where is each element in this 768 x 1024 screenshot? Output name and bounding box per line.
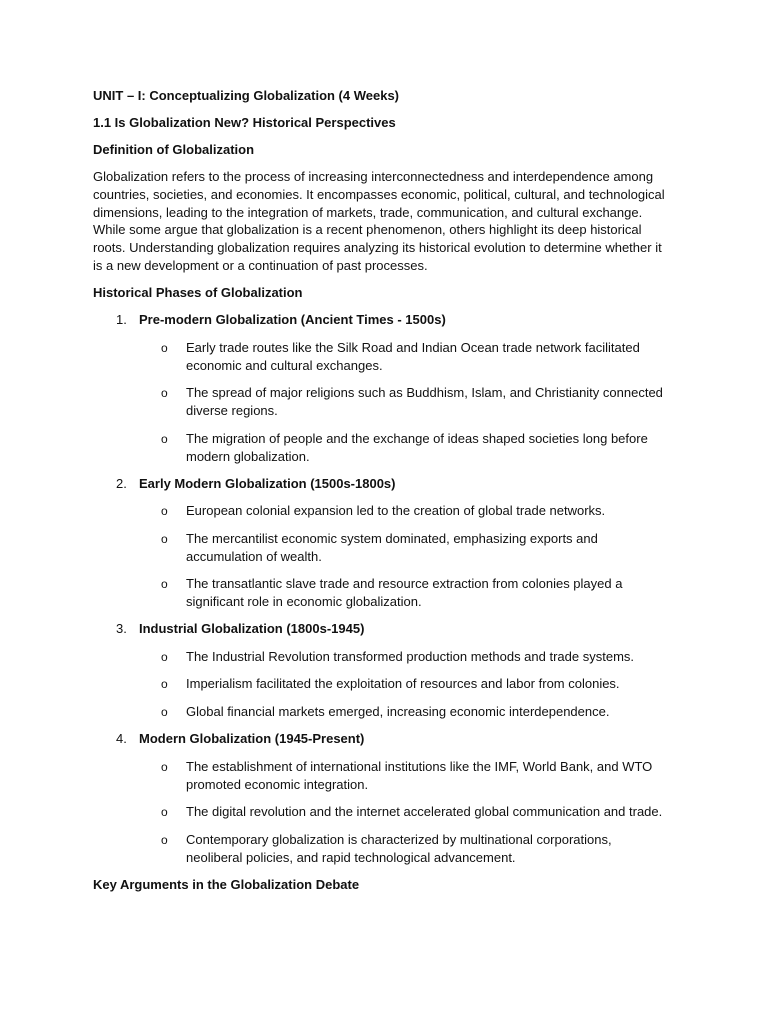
bullet-item bbox=[186, 575, 622, 611]
phase-title: Pre-modern Globalization (Ancient Times - 1500s) bbox=[139, 312, 446, 327]
bullet-marker: o bbox=[161, 833, 168, 847]
bullet-line: The migration of people and the exchange of ideas shaped societies long before bbox=[186, 431, 648, 446]
bullet-item bbox=[186, 703, 609, 721]
paragraph-line: is a new development or a continuation of past processes. bbox=[93, 257, 428, 273]
phase-number: 1. bbox=[116, 312, 127, 327]
bullet-line: Early trade routes like the Silk Road and Indian Ocean trade network facilitated bbox=[186, 340, 640, 355]
bullet-line: neoliberal policies, and rapid technological advancement. bbox=[186, 849, 516, 865]
definition-paragraph bbox=[93, 168, 693, 275]
bullet-line: The digital revolution and the internet accelerated global communication and trade. bbox=[186, 804, 663, 819]
debate-heading: Key Arguments in the Globalization Debate bbox=[93, 877, 360, 892]
paragraph-line: While some argue that globalization is a recent phenomenon, others highlight its deep historical bbox=[93, 222, 642, 238]
paragraph-line: Globalization refers to the process of increasing interconnectedness and interdependence among bbox=[93, 169, 654, 184]
bullet-item bbox=[186, 648, 634, 666]
bullet-marker: o bbox=[161, 760, 168, 774]
bullet-line: The transatlantic slave trade and resource extraction from colonies played a bbox=[186, 576, 623, 591]
phase-number: 2. bbox=[116, 476, 127, 491]
bullet-item bbox=[186, 758, 652, 794]
bullet-line: Global financial markets emerged, increasing economic interdependence. bbox=[186, 704, 610, 719]
phase-title: Early Modern Globalization (1500s-1800s) bbox=[139, 476, 396, 491]
section-title: 1.1 Is Globalization New? Historical Perspectives bbox=[93, 115, 396, 130]
phases-heading: Historical Phases of Globalization bbox=[93, 285, 303, 300]
bullet-marker: o bbox=[161, 677, 168, 691]
bullet-line: European colonial expansion led to the creation of global trade networks. bbox=[186, 503, 606, 518]
bullet-marker: o bbox=[161, 386, 168, 400]
bullet-marker: o bbox=[161, 341, 168, 355]
bullet-item bbox=[186, 339, 640, 375]
phase-title: Industrial Globalization (1800s-1945) bbox=[139, 621, 365, 636]
bullet-line: The Industrial Revolution transformed production methods and trade systems. bbox=[186, 649, 635, 664]
bullet-item bbox=[186, 530, 598, 566]
definition-heading: Definition of Globalization bbox=[93, 142, 255, 157]
unit-title: UNIT – I: Conceptualizing Globalization (4 Weeks) bbox=[93, 88, 400, 103]
bullet-line: Contemporary globalization is characterized by multinational corporations, bbox=[186, 832, 612, 847]
bullet-line: The spread of major religions such as Buddhism, Islam, and Christianity connected bbox=[186, 385, 663, 400]
bullet-item bbox=[186, 803, 662, 821]
bullet-item bbox=[186, 384, 663, 420]
bullet-line: diverse regions. bbox=[186, 402, 278, 418]
bullet-marker: o bbox=[161, 805, 168, 819]
bullet-item bbox=[186, 831, 612, 867]
phase-number: 3. bbox=[116, 621, 127, 636]
bullet-item bbox=[186, 502, 605, 520]
paragraph-line: dimensions, leading to the integration of markets, trade, communication, and cultural exchange. bbox=[93, 204, 643, 220]
bullet-line: The establishment of international institutions like the IMF, World Bank, and WTO bbox=[186, 759, 653, 774]
bullet-marker: o bbox=[161, 432, 168, 446]
bullet-line: The mercantilist economic system dominated, emphasizing exports and bbox=[186, 531, 598, 546]
bullet-marker: o bbox=[161, 504, 168, 518]
phase-number: 4. bbox=[116, 731, 127, 746]
paragraph-line: roots. Understanding globalization requires analyzing its historical evolution to determine whether it bbox=[93, 240, 662, 256]
bullet-item bbox=[186, 675, 620, 693]
bullet-marker: o bbox=[161, 577, 168, 591]
bullet-item bbox=[186, 430, 648, 466]
bullet-line: accumulation of wealth. bbox=[186, 548, 322, 564]
bullet-marker: o bbox=[161, 650, 168, 664]
bullet-line: modern globalization. bbox=[186, 448, 310, 464]
bullet-line: significant role in economic globalization. bbox=[186, 593, 422, 609]
bullet-line: Imperialism facilitated the exploitation of resources and labor from colonies. bbox=[186, 676, 620, 691]
bullet-marker: o bbox=[161, 532, 168, 546]
bullet-line: economic and cultural exchanges. bbox=[186, 357, 383, 373]
bullet-marker: o bbox=[161, 705, 168, 719]
bullet-line: promoted economic integration. bbox=[186, 776, 369, 792]
phase-title: Modern Globalization (1945-Present) bbox=[139, 731, 365, 746]
paragraph-line: countries, societies, and economies. It encompasses economic, political, cultural, and technological bbox=[93, 186, 665, 202]
